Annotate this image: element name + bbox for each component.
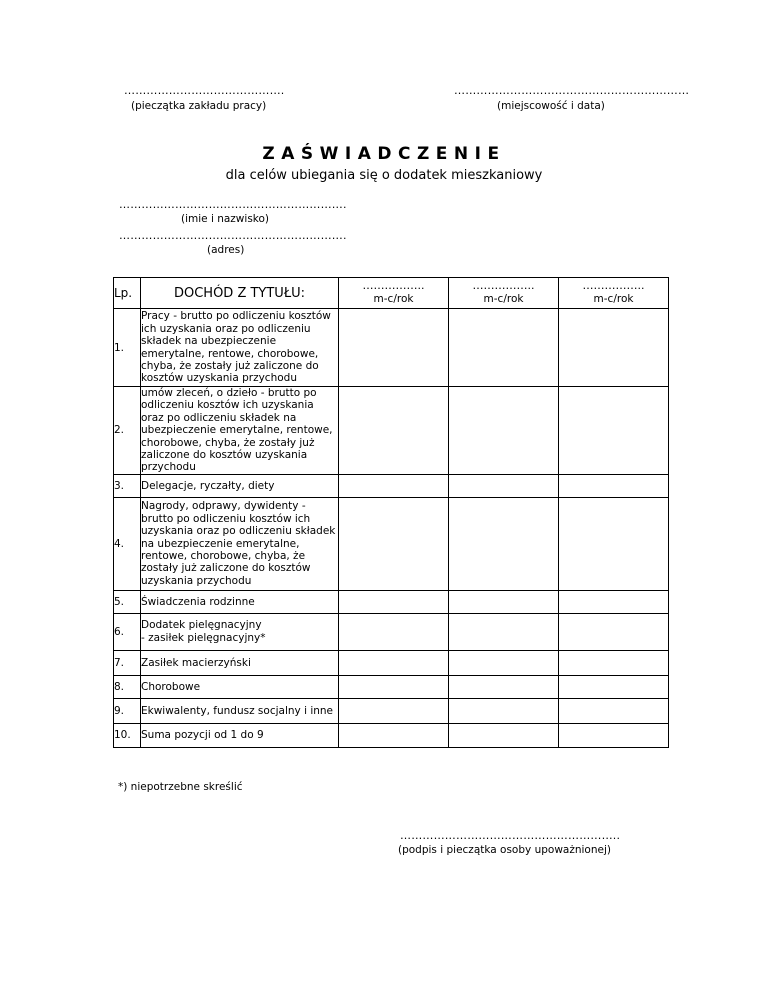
row-amount-cell-1 (339, 387, 449, 475)
stamp-dotted-line: ……………………………………. (124, 84, 285, 97)
row-number: 4. (114, 497, 141, 590)
table-header-row (114, 278, 669, 309)
row-amount-cell-1 (339, 698, 449, 723)
row-amount-cell-2 (449, 675, 559, 698)
row-number: 5. (114, 590, 141, 613)
table-row (114, 723, 669, 747)
row-number: 3. (114, 474, 141, 497)
row-amount-cell-2 (449, 590, 559, 613)
row-amount-cell-1 (339, 497, 449, 590)
row-income-source: Suma pozycji od 1 do 9 (141, 723, 339, 747)
signature-label: (podpis i pieczątka osoby upoważnionej) (398, 844, 611, 856)
row-amount-cell-3 (559, 675, 669, 698)
row-amount-cell-1 (339, 723, 449, 747)
table-row (114, 613, 669, 650)
row-income-source: umów zleceń, o dzieło - brutto po odliczeniu kosztów ich uzyskania oraz po odliczeniu składek na ubezpieczenie emerytalne, rentowe, chorobowe, chyba, że zostały już zaliczone do kosztów uzyskania przychodu (141, 387, 339, 475)
row-number: 9. (114, 698, 141, 723)
row-income-source: Delegacje, ryczałty, diety (141, 474, 339, 497)
period-3-dots: …………….. (582, 279, 645, 292)
document-subtitle: dla celów ubiegania się o dodatek mieszkaniowy (225, 168, 543, 183)
place-date-dotted-line: ……………………………………………………… (454, 84, 690, 97)
place-date-label: (miejscowość i data) (497, 100, 605, 112)
address-dotted-line: ……………………………………………………. (119, 229, 347, 242)
row-amount-cell-1 (339, 590, 449, 613)
row-amount-cell-1 (339, 309, 449, 387)
row-income-source: Świadczenia rodzinne (141, 590, 339, 613)
document-title: ZAŚWIADCZENIE (262, 144, 506, 164)
row-amount-cell-1 (339, 675, 449, 698)
footnote: *) niepotrzebne skreślić (118, 781, 243, 793)
name-label: (imie i nazwisko) (181, 213, 270, 225)
row-income-source: Zasiłek macierzyński (141, 650, 339, 675)
row-amount-cell-2 (449, 650, 559, 675)
row-amount-cell-3 (559, 723, 669, 747)
row-number: 8. (114, 675, 141, 698)
row-amount-cell-2 (449, 474, 559, 497)
table-row (114, 650, 669, 675)
header-period-3 (559, 278, 669, 309)
row-amount-cell-3 (559, 309, 669, 387)
row-income-source: Dodatek pielęgnacyjny - zasiłek pielęgnacyjny* (141, 613, 339, 650)
address-label: (adres) (207, 244, 245, 256)
table-row (114, 474, 669, 497)
row-amount-cell-2 (449, 497, 559, 590)
row-amount-cell-2 (449, 698, 559, 723)
header-income-source: DOCHÓD Z TYTUŁU: (141, 278, 339, 309)
row-income-source: Pracy - brutto po odliczeniu kosztów ich uzyskania oraz po odliczeniu składek na ubezpieczenie emerytalne, rentowe, chorobowe, chyba, że zostały już zaliczone do kosztów uzyskania przychodu (141, 309, 339, 387)
row-amount-cell-3 (559, 474, 669, 497)
row-number: 1. (114, 309, 141, 387)
row-number: 10. (114, 723, 141, 747)
income-table (113, 277, 669, 748)
period-2-dots: …………….. (472, 279, 535, 292)
row-amount-cell-2 (449, 387, 559, 475)
row-amount-cell-3 (559, 698, 669, 723)
row-amount-cell-3 (559, 613, 669, 650)
header-period-1 (339, 278, 449, 309)
stamp-label: (pieczątka zakładu pracy) (131, 100, 267, 112)
period-3-unit: m-c/rok (593, 293, 634, 305)
row-number: 7. (114, 650, 141, 675)
table-row (114, 309, 669, 387)
row-amount-cell-3 (559, 650, 669, 675)
row-amount-cell-2 (449, 613, 559, 650)
row-amount-cell-1 (339, 613, 449, 650)
signature-dotted-line: ………………………………………………….. (400, 829, 621, 842)
header-period-2 (449, 278, 559, 309)
row-amount-cell-3 (559, 387, 669, 475)
period-1-unit: m-c/rok (373, 293, 414, 305)
table-row (114, 675, 669, 698)
period-2-unit: m-c/rok (483, 293, 524, 305)
table-row (114, 497, 669, 590)
row-amount-cell-1 (339, 474, 449, 497)
row-number: 2. (114, 387, 141, 475)
period-1-dots: …………….. (362, 279, 425, 292)
table-row (114, 590, 669, 613)
header-lp: Lp. (114, 278, 141, 309)
row-amount-cell-3 (559, 497, 669, 590)
row-amount-cell-2 (449, 309, 559, 387)
name-dotted-line: ……………………………………………………. (119, 198, 347, 211)
row-income-source: Ekwiwalenty, fundusz socjalny i inne (141, 698, 339, 723)
row-number: 6. (114, 613, 141, 650)
row-amount-cell-1 (339, 650, 449, 675)
row-amount-cell-3 (559, 590, 669, 613)
row-income-source: Nagrody, odprawy, dywidenty - brutto po odliczeniu kosztów ich uzyskania oraz po odliczeniu składek na ubezpieczenie emerytalne, rentowe, chorobowe, chyba, że zostały już zaliczone do kosztów uzyskania przychodu (141, 497, 339, 590)
row-income-source: Chorobowe (141, 675, 339, 698)
table-row (114, 698, 669, 723)
row-amount-cell-2 (449, 723, 559, 747)
table-row (114, 387, 669, 475)
